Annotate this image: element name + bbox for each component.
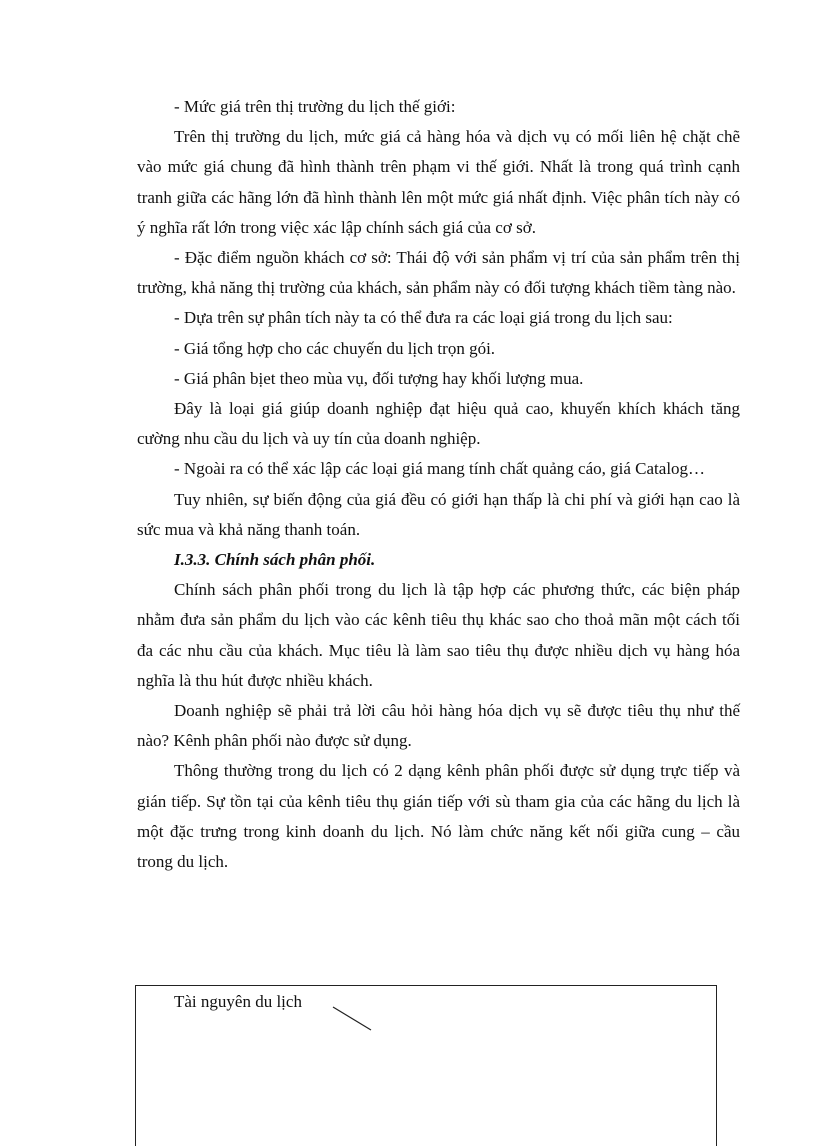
- paragraph-distribution-definition: Chính sách phân phối trong du lịch là tập hợp các phương thức, các biện pháp nhằm đưa sản phẩm du lịch vào các kênh tiêu thụ khác sao cho thoả mãn một cách tối đa các nhu cầu của khách. Mục tiêu là làm sao tiêu thụ được nhiều dịch vụ hàng hóa nghĩa là thu hút được nhiều khách.: [137, 580, 740, 690]
- diagram-node-tourism-resources: Tài nguyên du lịch: [174, 992, 302, 1011]
- bullet-package-price: - Giá tổng hợp cho các chuyến du lịch trọn gói.: [174, 338, 496, 358]
- bullet-advertising-price: - Ngoài ra có thể xác lập các loại giá mang tính chất quảng cáo, giá Catalog…: [174, 459, 706, 479]
- bullet-price-types-intro: - Dựa trên sự phân tích này ta có thể đưa ra các loại giá trong du lịch sau:: [174, 308, 673, 328]
- bullet-customer-source: - Đặc điểm nguồn khách cơ sở: Thái độ với sản phẩm vị trí của sản phẩm trên thị trường, khả năng thị trường của khách, sản phẩm này có đối tượng khách tiềm tàng nào.: [137, 248, 740, 298]
- paragraph-world-price: Trên thị trường du lịch, mức giá cả hàng hóa và dịch vụ có mối liên hệ chặt chẽ vào mức giá chung đã hình thành trên phạm vi thế giới. Nhất là trong quá trình cạnh tranh giữa các hãng lớn đã hình thành lên một mức giá nhất định. Việc phân tích này có ý nghĩa rất lớn trong việc xác lập chính sách giá của cơ sở.: [137, 127, 740, 237]
- distribution-diagram: [135, 985, 717, 1146]
- paragraph-price-limits: Tuy nhiên, sự biến động của giá đều có giới hạn thấp là chi phí và giới hạn cao là sức mua và khả năng thanh toán.: [137, 489, 740, 539]
- paragraph-distribution-channels: Thông thường trong du lịch có 2 dạng kênh phân phối được sử dụng trực tiếp và gián tiếp. Sự tồn tại của kênh tiêu thụ gián tiếp với sù tham gia của các hãng du lịch là một đặc trưng trong kinh doanh du lịch. Nó làm chức năng kết nối giữa cung – cầu trong du lịch.: [137, 761, 740, 872]
- bullet-differential-price: - Giá phân bịet theo mùa vụ, đối tượng hay khối lượng mua.: [174, 368, 584, 388]
- paragraph-price-effect: Đây là loại giá giúp doanh nghiệp đạt hiệu quả cao, khuyến khích khách tăng cường nhu cầu du lịch và uy tín của doanh nghiệp.: [137, 399, 740, 449]
- connector-arrow-line: [333, 1007, 371, 1030]
- diagram-connector-line: [136, 986, 436, 1046]
- bullet-world-price: - Mức giá trên thị trường du lịch thế giới:: [174, 97, 456, 116]
- paragraph-distribution-question: Doanh nghiệp sẽ phải trả lời câu hỏi hàng hóa dịch vụ sẽ được tiêu thụ như thế nào? Kênh phân phối nào được sử dụng.: [137, 701, 740, 751]
- document-body: [137, 92, 740, 877]
- section-heading-distribution: I.3.3. Chính sách phân phối.: [174, 550, 376, 570]
